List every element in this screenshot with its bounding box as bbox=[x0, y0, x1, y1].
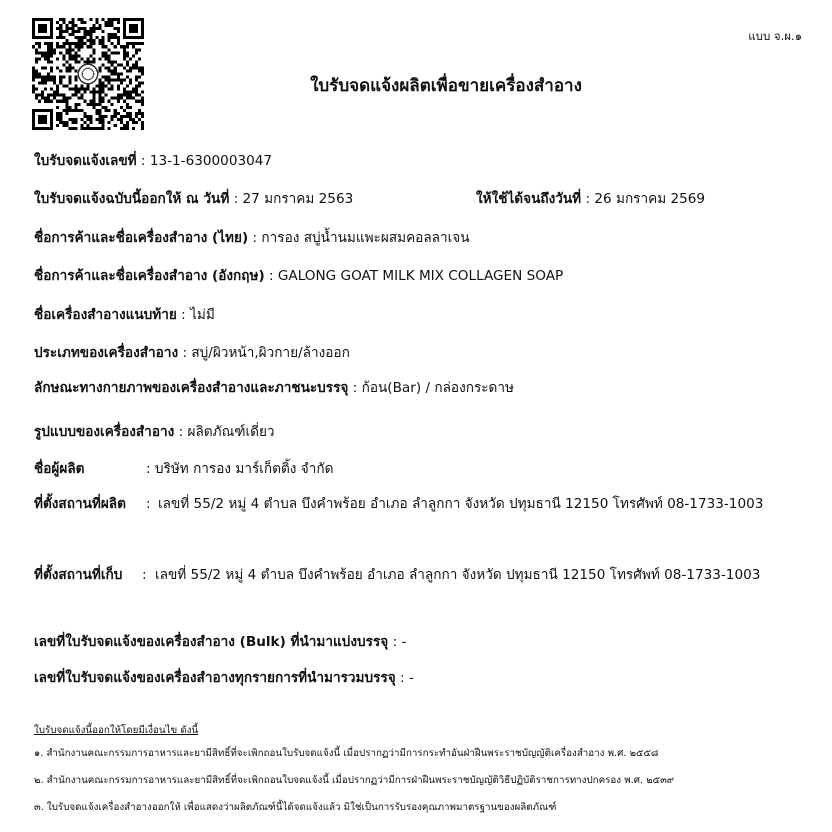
name-english-row bbox=[34, 267, 563, 285]
name-thai-row bbox=[34, 229, 470, 247]
conditions-heading: ใบรับจดแจ้งนี้ออกให้โดยมีเงื่อนไข ดังนี้ bbox=[34, 725, 199, 736]
category-label: ประเภทของเครื่องสำอาง bbox=[34, 345, 179, 361]
issue-date-value: : 27 มกราคม 2563 bbox=[233, 191, 354, 207]
form-code: แบบ จ.ผ.๑ bbox=[748, 29, 802, 43]
storage-site-row bbox=[34, 562, 804, 616]
cert-number-row bbox=[34, 152, 272, 170]
product-form-value: : ผลิตภัณฑ์เดี่ยว bbox=[178, 424, 275, 440]
bulk-cert-row bbox=[34, 633, 406, 651]
bulk-cert-label: เลขที่ใบรับจดแจ้งของเครื่องสำอาง (Bulk) ที่นำมาแบ่งบรรจุ bbox=[34, 634, 389, 650]
manufacturing-site-row bbox=[34, 491, 804, 545]
bulk-cert-value: : - bbox=[392, 634, 407, 650]
appendix-name-value: : ไม่มี bbox=[181, 307, 215, 323]
expiry-date-label: ให้ใช้ได้จนถึงวันที่ bbox=[476, 191, 582, 207]
name-english-value: : GALONG GOAT MILK MIX COLLAGEN SOAP bbox=[268, 268, 564, 284]
name-thai-label: ชื่อการค้าและชื่อเครื่องสำอาง (ไทย) bbox=[34, 230, 249, 246]
storage-site-value: เลขที่ 55/2 หมู่ 4 ตำบล บึงคำพร้อย อำเภอ ลำลูกกา จังหวัด ปทุมธานี 12150 โทรศัพท์ 08-1733-1003 bbox=[155, 567, 761, 583]
name-english-label: ชื่อการค้าและชื่อเครื่องสำอาง (อังกฤษ) bbox=[34, 268, 265, 284]
condition-item: ๒. สำนักงานคณะกรรมการอาหารและยามีสิทธิ์ที่จะเพิกถอนใบจดแจ้งนี้ เมื่อปรากฏว่ามีการฝ่าฝืนพระราชบัญญัติวิธีปฏิบัติราชการทางปกครอง พ.ศ. ๒๕๓๙ bbox=[34, 775, 674, 786]
conditions-section bbox=[34, 724, 804, 828]
manufacturer-value: : บริษัท การอง มาร์เก็ตติ้ง จำกัด bbox=[146, 461, 334, 477]
combined-cert-label: เลขที่ใบรับจดแจ้งของเครื่องสำอางทุกรายการที่นำมารวมบรรจุ bbox=[34, 670, 396, 686]
storage-site-label: ที่ตั้งสถานที่เก็บ bbox=[34, 567, 123, 583]
product-form-row bbox=[34, 423, 275, 441]
physical-value: : ก้อน(Bar) / กล่องกระดาษ bbox=[352, 380, 514, 396]
manufacturing-site-label: ที่ตั้งสถานที่ผลิต bbox=[34, 496, 126, 512]
physical-row bbox=[34, 379, 514, 397]
name-thai-value: : การอง สบู่น้ำนมแพะผสมคอลลาเจน bbox=[252, 230, 470, 246]
combined-cert-row bbox=[34, 669, 414, 687]
storage-site-colon: : bbox=[142, 567, 147, 583]
combined-cert-value: : - bbox=[400, 670, 414, 686]
expiry-date-row bbox=[476, 190, 705, 208]
cert-number-value: : 13-1-6300003047 bbox=[140, 153, 273, 169]
condition-item: ๓. ใบรับจดแจ้งเครื่องสำอางออกให้ เพื่อแสดงว่าผลิตภัณฑ์นี้ได้จดแจ้งแล้ว มิใช่เป็นการรับรองคุณภาพมาตรฐานของผลิตภัณฑ์ bbox=[34, 802, 557, 813]
cert-number-label: ใบรับจดแจ้งเลขที่ bbox=[34, 153, 137, 169]
manufacturer-row bbox=[34, 460, 334, 478]
appendix-name-label: ชื่อเครื่องสำอางแนบท้าย bbox=[34, 307, 177, 323]
expiry-date-value: : 26 มกราคม 2569 bbox=[585, 191, 706, 207]
physical-label: ลักษณะทางกายภาพของเครื่องสำอางและภาชนะบรรจุ bbox=[34, 380, 349, 396]
product-form-label: รูปแบบของเครื่องสำอาง bbox=[34, 424, 175, 440]
category-row bbox=[34, 344, 350, 362]
issue-date-row bbox=[34, 190, 353, 208]
category-value: : สบู่/ผิวหน้า,ผิวกาย/ล้างออก bbox=[182, 345, 350, 361]
manufacturing-site-colon: : bbox=[146, 496, 151, 512]
manufacturer-label: ชื่อผู้ผลิต bbox=[34, 461, 85, 477]
condition-item: ๑. สำนักงานคณะกรรมการอาหารและยามีสิทธิ์ที่จะเพิกถอนใบรับจดแจ้งนี้ เมื่อปรากฏว่ามีการกระทำอันฝ่าฝืนพระราชบัญญัติเครื่องสำอาง พ.ศ. ๒๕๕๘ bbox=[34, 748, 659, 759]
document-title: ใบรับจดแจ้งผลิตเพื่อขายเครื่องสำอาง bbox=[310, 76, 582, 96]
appendix-name-row bbox=[34, 306, 215, 324]
manufacturing-site-value: เลขที่ 55/2 หมู่ 4 ตำบล บึงคำพร้อย อำเภอ ลำลูกกา จังหวัด ปทุมธานี 12150 โทรศัพท์ 08-1733-1003 bbox=[158, 496, 764, 512]
issue-date-label: ใบรับจดแจ้งฉบับนี้ออกให้ ณ วันที่ bbox=[34, 191, 230, 207]
